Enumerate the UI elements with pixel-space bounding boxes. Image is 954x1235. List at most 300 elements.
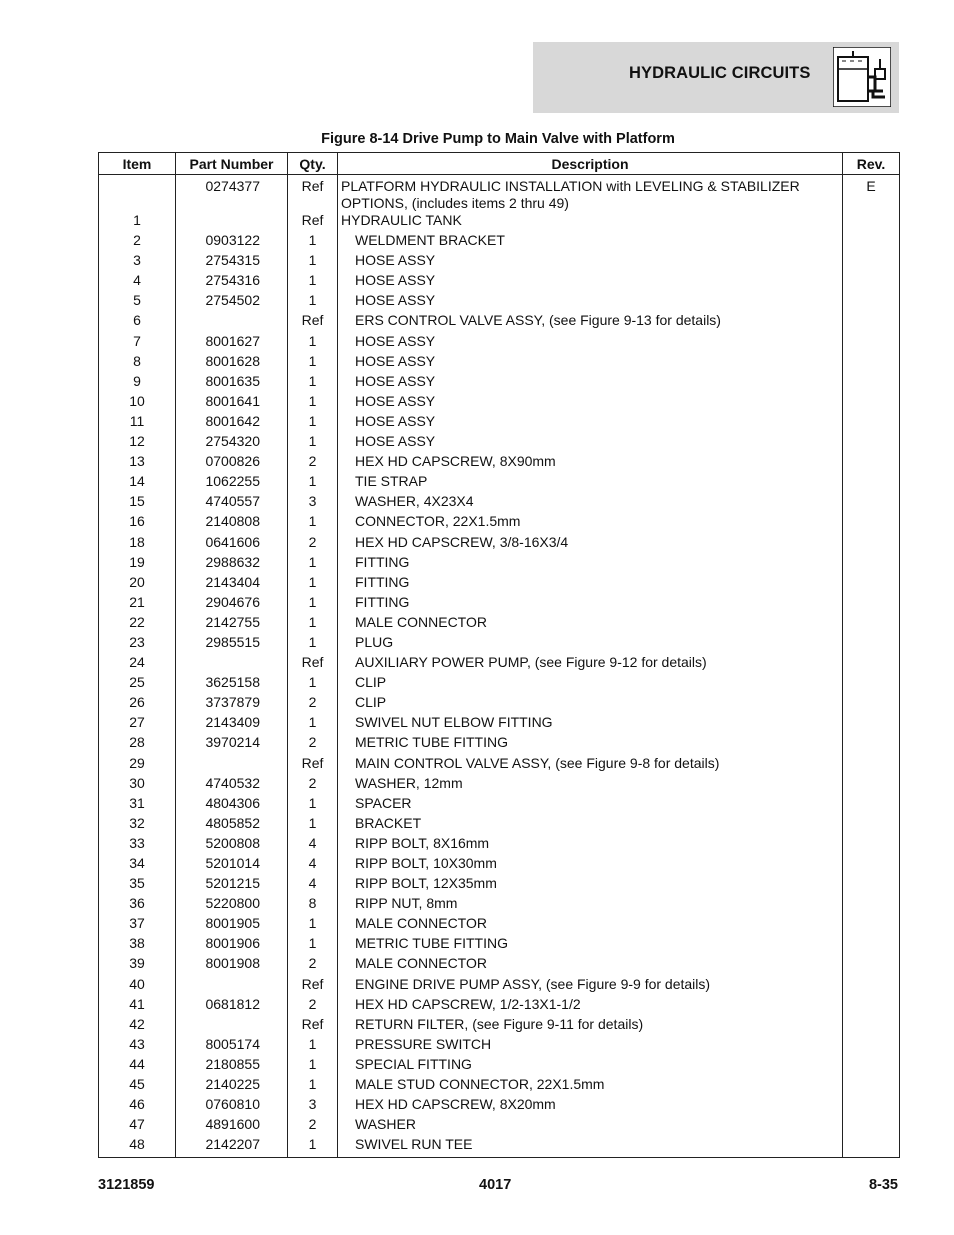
cell-qty: 1 (288, 433, 338, 453)
cell-rev (843, 212, 900, 232)
cell-qty: Ref (288, 654, 338, 674)
cell-qty: 1 (288, 232, 338, 252)
table-row (99, 232, 900, 252)
cell-part-number (176, 1016, 288, 1036)
cell-rev (843, 312, 900, 332)
cell-description: FITTING (338, 574, 843, 594)
cell-item: 8 (99, 353, 176, 373)
cell-description: PLATFORM HYDRAULIC INSTALLATION with LEVELING & STABILIZER OPTIONS, (includes items 2 thru 49) (338, 175, 843, 213)
table-row (99, 1036, 900, 1056)
cell-rev (843, 413, 900, 433)
cell-item: 24 (99, 654, 176, 674)
table-row (99, 795, 900, 815)
cell-description: HOSE ASSY (338, 413, 843, 433)
table-row (99, 473, 900, 493)
cell-item: 38 (99, 935, 176, 955)
cell-description: RIPP BOLT, 12X35mm (338, 875, 843, 895)
cell-description: ENGINE DRIVE PUMP ASSY, (see Figure 9-9 for details) (338, 976, 843, 996)
cell-item: 15 (99, 493, 176, 513)
cell-part-number: 5200808 (176, 835, 288, 855)
cell-part-number: 3625158 (176, 674, 288, 694)
cell-qty: Ref (288, 312, 338, 332)
cell-rev (843, 554, 900, 574)
cell-item: 5 (99, 292, 176, 312)
column-header-description: Description (338, 153, 843, 175)
cell-qty: 1 (288, 554, 338, 574)
cell-part-number: 2142755 (176, 614, 288, 634)
cell-description: PRESSURE SWITCH (338, 1036, 843, 1056)
cell-rev (843, 373, 900, 393)
cell-rev (843, 915, 900, 935)
cell-part-number: 0700826 (176, 453, 288, 473)
table-row (99, 1116, 900, 1136)
table-row (99, 513, 900, 533)
cell-part-number: 4805852 (176, 815, 288, 835)
table-row (99, 1096, 900, 1116)
cell-qty: 2 (288, 1116, 338, 1136)
cell-rev (843, 634, 900, 654)
table-header-row (99, 153, 900, 175)
cell-rev (843, 453, 900, 473)
cell-qty: 2 (288, 694, 338, 714)
cell-rev (843, 935, 900, 955)
cell-rev (843, 574, 900, 594)
cell-description: PLUG (338, 634, 843, 654)
cell-qty: 2 (288, 734, 338, 754)
cell-qty: 4 (288, 875, 338, 895)
table-row (99, 1056, 900, 1076)
cell-item: 26 (99, 694, 176, 714)
cell-item: 35 (99, 875, 176, 895)
cell-part-number: 8001905 (176, 915, 288, 935)
cell-item: 12 (99, 433, 176, 453)
cell-qty: 1 (288, 373, 338, 393)
cell-rev (843, 1096, 900, 1116)
cell-item: 32 (99, 815, 176, 835)
table-row (99, 373, 900, 393)
cell-rev (843, 955, 900, 975)
cell-rev (843, 734, 900, 754)
cell-rev (843, 694, 900, 714)
cell-qty: 2 (288, 534, 338, 554)
cell-qty: 1 (288, 272, 338, 292)
footer-document-number: 3121859 (98, 1177, 155, 1193)
cell-description: SWIVEL RUN TEE (338, 1136, 843, 1158)
cell-description: CONNECTOR, 22X1.5mm (338, 513, 843, 533)
cell-description: MALE CONNECTOR (338, 614, 843, 634)
cell-description: ERS CONTROL VALVE ASSY, (see Figure 9-13 for details) (338, 312, 843, 332)
cell-part-number: 2988632 (176, 554, 288, 574)
cell-description: SPECIAL FITTING (338, 1056, 843, 1076)
cell-rev (843, 1116, 900, 1136)
cell-qty: Ref (288, 212, 338, 232)
cell-item: 25 (99, 674, 176, 694)
table-row (99, 915, 900, 935)
cell-item: 2 (99, 232, 176, 252)
cell-rev (843, 292, 900, 312)
cell-description: HOSE ASSY (338, 333, 843, 353)
column-header-part-number: Part Number (176, 153, 288, 175)
cell-part-number: 8001908 (176, 955, 288, 975)
cell-rev (843, 875, 900, 895)
cell-item: 29 (99, 755, 176, 775)
cell-qty: 1 (288, 795, 338, 815)
parts-table-body (99, 175, 900, 1158)
cell-qty: 1 (288, 252, 338, 272)
cell-qty: 4 (288, 835, 338, 855)
table-row (99, 1016, 900, 1036)
cell-rev (843, 594, 900, 614)
cell-rev (843, 513, 900, 533)
cell-rev: E (843, 175, 900, 213)
cell-rev (843, 534, 900, 554)
cell-item: 1 (99, 212, 176, 232)
table-row (99, 1076, 900, 1096)
table-row (99, 694, 900, 714)
cell-qty: 2 (288, 996, 338, 1016)
cell-item: 42 (99, 1016, 176, 1036)
cell-item: 41 (99, 996, 176, 1016)
cell-description: WASHER, 12mm (338, 775, 843, 795)
cell-rev (843, 976, 900, 996)
cell-qty: 1 (288, 473, 338, 493)
cell-part-number: 4891600 (176, 1116, 288, 1136)
cell-item: 11 (99, 413, 176, 433)
section-title: HYDRAULIC CIRCUITS (629, 64, 811, 82)
cell-qty: 2 (288, 955, 338, 975)
cell-rev (843, 333, 900, 353)
table-row (99, 614, 900, 634)
cell-description: WELDMENT BRACKET (338, 232, 843, 252)
cell-qty: 1 (288, 513, 338, 533)
table-row (99, 534, 900, 554)
cell-item: 4 (99, 272, 176, 292)
cell-part-number: 1062255 (176, 473, 288, 493)
cell-item: 13 (99, 453, 176, 473)
cell-part-number: 3737879 (176, 694, 288, 714)
cell-part-number: 0903122 (176, 232, 288, 252)
cell-item: 30 (99, 775, 176, 795)
cell-description: HOSE ASSY (338, 272, 843, 292)
cell-qty: 1 (288, 1076, 338, 1096)
cell-description: WASHER, 4X23X4 (338, 493, 843, 513)
column-header-item: Item (99, 153, 176, 175)
cell-rev (843, 614, 900, 634)
cell-item: 9 (99, 373, 176, 393)
cell-item: 7 (99, 333, 176, 353)
table-row (99, 734, 900, 754)
figure-title: Figure 8-14 Drive Pump to Main Valve with Platform (321, 131, 675, 147)
cell-description: HOSE ASSY (338, 393, 843, 413)
table-row (99, 1136, 900, 1158)
cell-part-number (176, 312, 288, 332)
cell-qty: 1 (288, 1036, 338, 1056)
cell-description: AUXILIARY POWER PUMP, (see Figure 9-12 for details) (338, 654, 843, 674)
cell-part-number: 5201215 (176, 875, 288, 895)
cell-part-number: 5220800 (176, 895, 288, 915)
cell-item: 33 (99, 835, 176, 855)
cell-part-number: 2142207 (176, 1136, 288, 1158)
cell-description: CLIP (338, 694, 843, 714)
cell-description: RIPP BOLT, 10X30mm (338, 855, 843, 875)
cell-part-number: 4804306 (176, 795, 288, 815)
cell-part-number: 2140808 (176, 513, 288, 533)
footer-page-number: 8-35 (868, 1177, 898, 1193)
cell-description: RIPP NUT, 8mm (338, 895, 843, 915)
cell-item: 14 (99, 473, 176, 493)
cell-part-number (176, 654, 288, 674)
cell-item: 36 (99, 895, 176, 915)
cell-qty: 1 (288, 333, 338, 353)
cell-part-number: 0760810 (176, 1096, 288, 1116)
cell-rev (843, 1036, 900, 1056)
cell-rev (843, 1016, 900, 1036)
cell-qty: 3 (288, 493, 338, 513)
cell-qty: 1 (288, 353, 338, 373)
cell-qty: 1 (288, 393, 338, 413)
table-row (99, 353, 900, 373)
cell-part-number: 2904676 (176, 594, 288, 614)
cell-part-number (176, 212, 288, 232)
cell-qty: 1 (288, 915, 338, 935)
cell-qty: 1 (288, 1056, 338, 1076)
table-row (99, 875, 900, 895)
cell-description: MALE STUD CONNECTOR, 22X1.5mm (338, 1076, 843, 1096)
parts-table (98, 152, 900, 1158)
cell-description: HOSE ASSY (338, 252, 843, 272)
cell-part-number: 0274377 (176, 175, 288, 213)
cell-item (99, 175, 176, 213)
cell-part-number: 8001906 (176, 935, 288, 955)
cell-qty: 2 (288, 775, 338, 795)
cell-qty: 1 (288, 614, 338, 634)
cell-item: 44 (99, 1056, 176, 1076)
cell-part-number: 2143404 (176, 574, 288, 594)
hydraulic-tank-icon (833, 47, 891, 107)
cell-qty: Ref (288, 175, 338, 213)
cell-item: 47 (99, 1116, 176, 1136)
table-row (99, 674, 900, 694)
table-row (99, 554, 900, 574)
cell-part-number: 8001641 (176, 393, 288, 413)
cell-description: METRIC TUBE FITTING (338, 734, 843, 754)
cell-rev (843, 855, 900, 875)
cell-part-number: 2143409 (176, 714, 288, 734)
cell-item: 37 (99, 915, 176, 935)
cell-qty: Ref (288, 1016, 338, 1036)
cell-item: 45 (99, 1076, 176, 1096)
cell-rev (843, 473, 900, 493)
cell-description: MALE CONNECTOR (338, 955, 843, 975)
cell-qty: 1 (288, 594, 338, 614)
cell-description: HOSE ASSY (338, 292, 843, 312)
cell-part-number: 2180855 (176, 1056, 288, 1076)
cell-description: HOSE ASSY (338, 433, 843, 453)
cell-description: FITTING (338, 594, 843, 614)
cell-item: 3 (99, 252, 176, 272)
cell-item: 43 (99, 1036, 176, 1056)
cell-rev (843, 393, 900, 413)
cell-item: 6 (99, 312, 176, 332)
cell-rev (843, 755, 900, 775)
cell-part-number: 2140225 (176, 1076, 288, 1096)
cell-rev (843, 1076, 900, 1096)
cell-part-number: 8001635 (176, 373, 288, 393)
cell-description: METRIC TUBE FITTING (338, 935, 843, 955)
cell-rev (843, 714, 900, 734)
cell-part-number: 8001642 (176, 413, 288, 433)
cell-qty: 8 (288, 895, 338, 915)
cell-description: RIPP BOLT, 8X16mm (338, 835, 843, 855)
cell-part-number: 4740532 (176, 775, 288, 795)
cell-qty: 1 (288, 674, 338, 694)
cell-qty: 4 (288, 855, 338, 875)
cell-part-number: 8001628 (176, 353, 288, 373)
cell-part-number: 2985515 (176, 634, 288, 654)
table-row (99, 835, 900, 855)
cell-description: MAIN CONTROL VALVE ASSY, (see Figure 9-8 for details) (338, 755, 843, 775)
cell-rev (843, 674, 900, 694)
cell-qty: 3 (288, 1096, 338, 1116)
table-row (99, 755, 900, 775)
cell-item: 40 (99, 976, 176, 996)
cell-rev (843, 996, 900, 1016)
cell-description: CLIP (338, 674, 843, 694)
table-row (99, 714, 900, 734)
cell-description: HEX HD CAPSCREW, 1/2-13X1-1/2 (338, 996, 843, 1016)
table-row (99, 212, 900, 232)
cell-part-number: 0641606 (176, 534, 288, 554)
cell-part-number: 2754315 (176, 252, 288, 272)
cell-description: MALE CONNECTOR (338, 915, 843, 935)
cell-item: 10 (99, 393, 176, 413)
table-row (99, 312, 900, 332)
cell-part-number: 3970214 (176, 734, 288, 754)
cell-description: HEX HD CAPSCREW, 3/8-16X3/4 (338, 534, 843, 554)
table-row (99, 594, 900, 614)
table-row (99, 175, 900, 213)
table-row (99, 413, 900, 433)
footer-center-code: 4017 (479, 1177, 512, 1193)
cell-part-number: 2754320 (176, 433, 288, 453)
cell-item: 27 (99, 714, 176, 734)
table-row (99, 955, 900, 975)
cell-rev (843, 272, 900, 292)
cell-description: FITTING (338, 554, 843, 574)
table-row (99, 855, 900, 875)
cell-qty: 1 (288, 292, 338, 312)
cell-rev (843, 252, 900, 272)
table-row (99, 976, 900, 996)
cell-item: 22 (99, 614, 176, 634)
cell-qty: 2 (288, 453, 338, 473)
cell-rev (843, 493, 900, 513)
cell-rev (843, 895, 900, 915)
table-row (99, 272, 900, 292)
cell-description: HEX HD CAPSCREW, 8X90mm (338, 453, 843, 473)
cell-item: 39 (99, 955, 176, 975)
table-row (99, 634, 900, 654)
table-row (99, 996, 900, 1016)
cell-item: 18 (99, 534, 176, 554)
cell-part-number: 8005174 (176, 1036, 288, 1056)
cell-rev (843, 775, 900, 795)
cell-qty: 1 (288, 935, 338, 955)
cell-qty: 1 (288, 574, 338, 594)
cell-qty: 1 (288, 413, 338, 433)
cell-qty: Ref (288, 755, 338, 775)
cell-description: HOSE ASSY (338, 373, 843, 393)
cell-part-number: 4740557 (176, 493, 288, 513)
cell-description: BRACKET (338, 815, 843, 835)
cell-item: 34 (99, 855, 176, 875)
cell-description: TIE STRAP (338, 473, 843, 493)
cell-part-number (176, 976, 288, 996)
cell-description: HOSE ASSY (338, 353, 843, 373)
cell-qty: 1 (288, 634, 338, 654)
table-row (99, 654, 900, 674)
cell-rev (843, 815, 900, 835)
cell-qty: Ref (288, 976, 338, 996)
column-header-qty: Qty. (288, 153, 338, 175)
cell-rev (843, 795, 900, 815)
cell-description: HEX HD CAPSCREW, 8X20mm (338, 1096, 843, 1116)
table-row (99, 333, 900, 353)
cell-part-number: 2754502 (176, 292, 288, 312)
cell-rev (843, 353, 900, 373)
cell-rev (843, 654, 900, 674)
cell-item: 19 (99, 554, 176, 574)
table-row (99, 433, 900, 453)
column-header-rev: Rev. (843, 153, 900, 175)
table-row (99, 895, 900, 915)
cell-rev (843, 1056, 900, 1076)
table-row (99, 775, 900, 795)
cell-description: HYDRAULIC TANK (338, 212, 843, 232)
cell-item: 31 (99, 795, 176, 815)
cell-item: 16 (99, 513, 176, 533)
cell-description: SWIVEL NUT ELBOW FITTING (338, 714, 843, 734)
cell-item: 21 (99, 594, 176, 614)
cell-part-number: 2754316 (176, 272, 288, 292)
table-row (99, 493, 900, 513)
cell-rev (843, 433, 900, 453)
cell-part-number: 0681812 (176, 996, 288, 1016)
table-row (99, 252, 900, 272)
cell-description: WASHER (338, 1116, 843, 1136)
table-row (99, 292, 900, 312)
cell-part-number: 5201014 (176, 855, 288, 875)
cell-item: 46 (99, 1096, 176, 1116)
cell-item: 28 (99, 734, 176, 754)
cell-item: 48 (99, 1136, 176, 1158)
cell-description: SPACER (338, 795, 843, 815)
cell-rev (843, 232, 900, 252)
cell-qty: 1 (288, 815, 338, 835)
cell-item: 20 (99, 574, 176, 594)
cell-part-number (176, 755, 288, 775)
cell-qty: 1 (288, 714, 338, 734)
table-row (99, 815, 900, 835)
table-row (99, 574, 900, 594)
cell-description: RETURN FILTER, (see Figure 9-11 for details) (338, 1016, 843, 1036)
table-row (99, 935, 900, 955)
cell-item: 23 (99, 634, 176, 654)
cell-rev (843, 1136, 900, 1158)
table-row (99, 393, 900, 413)
table-row (99, 453, 900, 473)
cell-qty: 1 (288, 1136, 338, 1158)
